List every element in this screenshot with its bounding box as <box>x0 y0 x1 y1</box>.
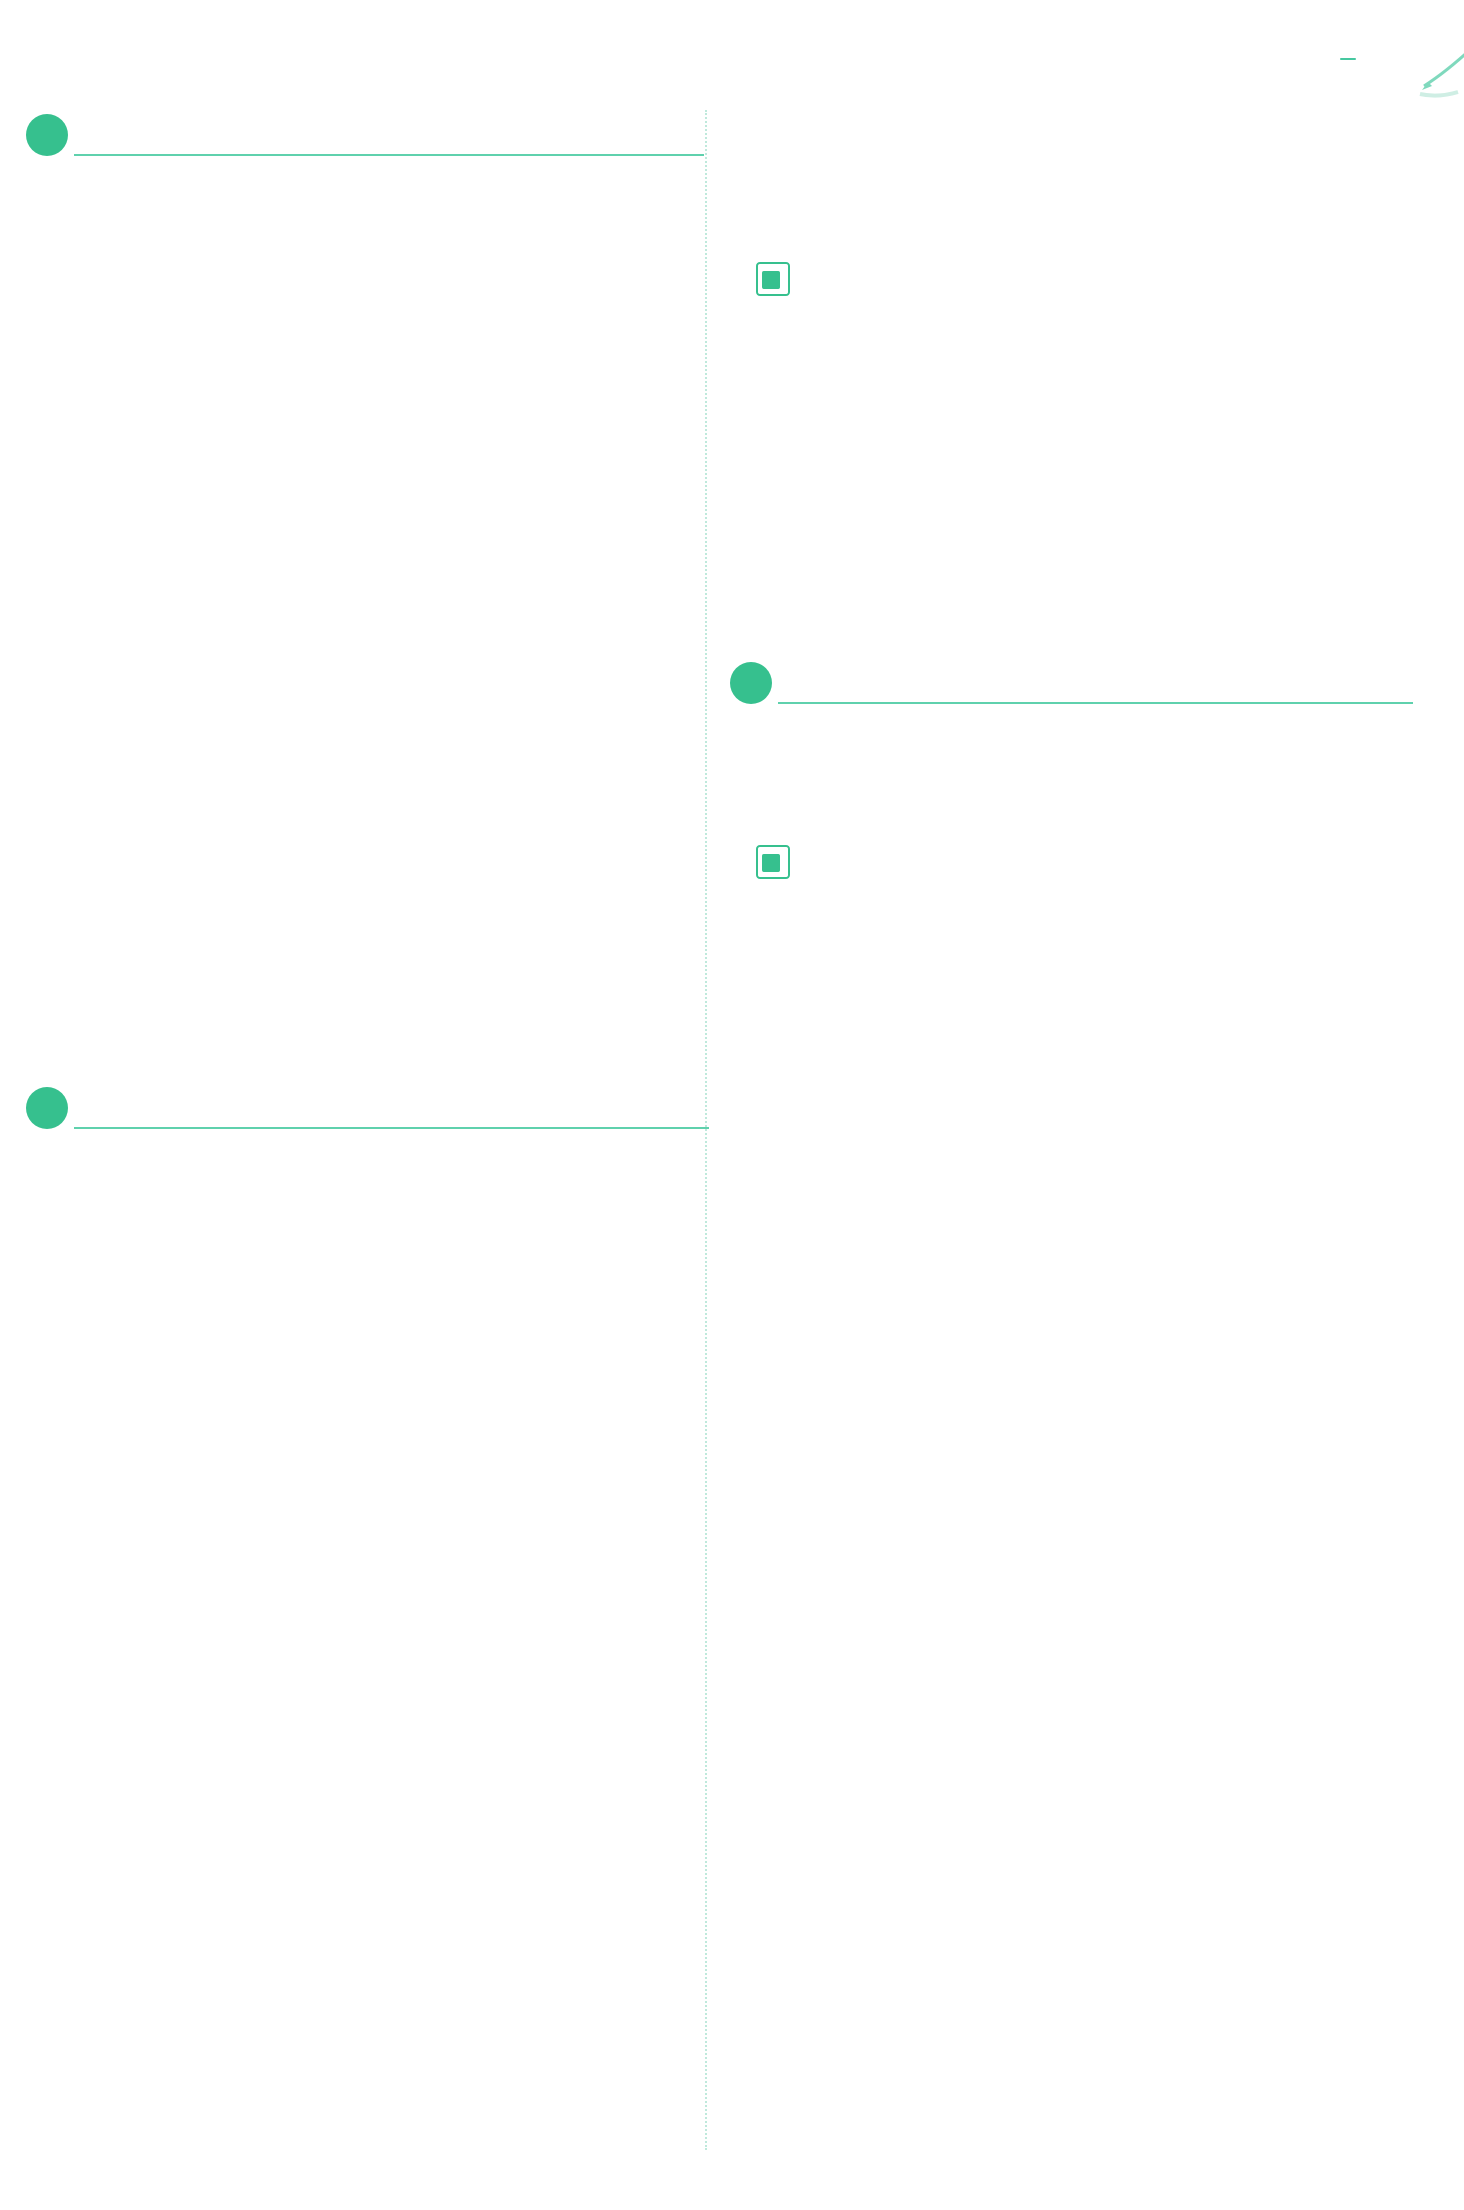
answer-line <box>24 1577 56 1608</box>
help-tag <box>756 845 790 879</box>
help-text-line <box>756 845 796 879</box>
answer-line <box>726 726 756 757</box>
answer-line <box>726 106 756 137</box>
answer-line <box>24 1366 56 1397</box>
header-badge <box>1340 58 1356 60</box>
answer-line <box>24 478 56 509</box>
answer-line <box>726 145 756 176</box>
exclamation-icon <box>26 1087 68 1129</box>
answer-line <box>726 804 756 835</box>
answer-line <box>24 1324 56 1355</box>
answer-line <box>24 1493 56 1524</box>
answer-line <box>24 648 56 679</box>
section-title-mistakes <box>26 1087 686 1131</box>
answer-line <box>24 1239 56 1270</box>
help-tag <box>756 262 790 296</box>
answer-line <box>24 265 56 296</box>
answer-line <box>726 222 756 253</box>
answer-line <box>24 180 56 211</box>
help-text-line <box>756 262 796 296</box>
answer-line <box>24 1619 56 1650</box>
answer-line <box>726 183 756 214</box>
answer-line <box>24 435 56 466</box>
answer-line <box>24 1408 56 1439</box>
answer-line <box>24 733 56 764</box>
gear-icon <box>730 662 772 704</box>
section-underline <box>74 1127 709 1129</box>
answer-line <box>24 223 56 254</box>
book-icon <box>762 271 780 289</box>
answer-line <box>24 308 56 339</box>
answer-line <box>24 1450 56 1481</box>
answer-line <box>24 393 56 424</box>
answer-line <box>24 1704 56 1735</box>
answer-line <box>24 1830 56 1861</box>
section-title-campus <box>26 114 686 158</box>
answer-line <box>24 520 56 551</box>
column-divider <box>705 110 707 2150</box>
answer-line <box>24 1282 56 1313</box>
answer-line <box>24 690 56 721</box>
book-icon <box>762 854 780 872</box>
page-header <box>1100 48 1440 98</box>
section-title-summary <box>730 662 1410 706</box>
answer-line <box>24 605 56 636</box>
answer-line <box>24 563 56 594</box>
answer-line <box>24 1788 56 1819</box>
pen-icon <box>1418 42 1464 98</box>
answer-line <box>24 350 56 381</box>
answer-line <box>726 765 756 796</box>
answer-line <box>24 1197 56 1228</box>
answer-line <box>24 775 56 806</box>
answer-line <box>24 1155 56 1186</box>
gear-icon <box>26 114 68 156</box>
section-underline <box>778 702 1413 704</box>
answer-line <box>24 1535 56 1566</box>
section-underline <box>74 154 704 156</box>
answer-line <box>24 1661 56 1692</box>
answer-line <box>24 1746 56 1777</box>
